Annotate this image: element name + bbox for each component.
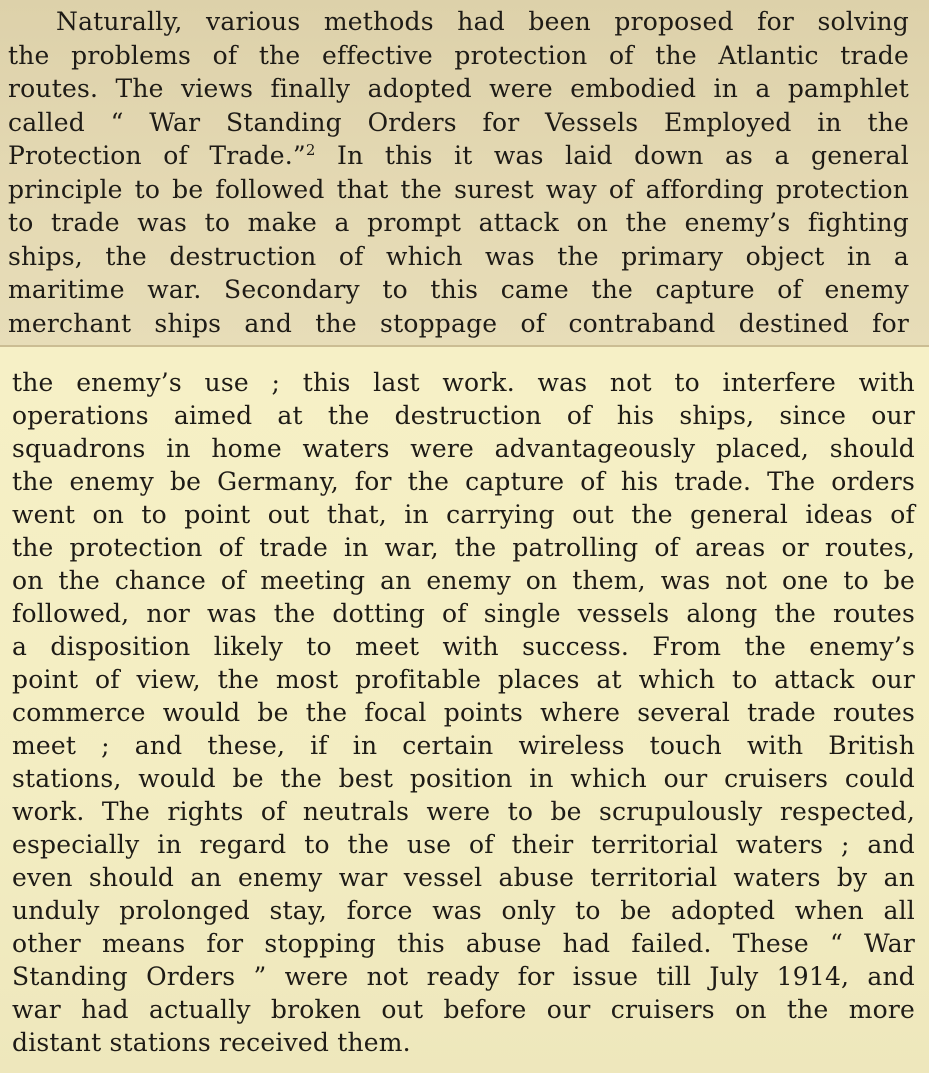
text-run: In this it was laid down as a general [337, 141, 909, 170]
text-line: other means for stopping this abuse had failed. These “ War [12, 929, 915, 958]
text-line: routes. The views finally adopted were embodied in a pamphlet [8, 74, 909, 103]
text-line: principle to be followed that the surest way of affording protection [8, 175, 909, 204]
text-line: squadrons in home waters were advantageously placed, should [12, 434, 915, 463]
text-line: commerce would be the focal points where several trade routes [12, 698, 915, 727]
scan-top-block [0, 0, 929, 347]
text-line: Standing Orders ” were not ready for issue till July 1914, and [12, 962, 915, 991]
text-line: stations, would be the best position in which our cruisers could [12, 764, 915, 793]
text-line: meet ; and these, if in certain wireless touch with British [12, 731, 915, 760]
text-line: operations aimed at the destruction of his ships, since our [12, 401, 915, 430]
text-line: went on to point out that, in carrying out the general ideas of [12, 500, 915, 529]
text-line: especially in regard to the use of their territorial waters ; and [12, 830, 915, 859]
text-line: war had actually broken out before our cruisers on the more [12, 995, 915, 1024]
text-line: unduly prolonged stay, force was only to be adopted when all [12, 896, 915, 925]
text-line: the enemy’s use ; this last work. was not to interfere with [12, 368, 915, 397]
text-line: on the chance of meeting an enemy on them, was not one to be [12, 566, 915, 595]
text-line: the protection of trade in war, the patrolling of areas or routes, [12, 533, 915, 562]
text-line: a disposition likely to meet with success. From the enemy’s [12, 632, 915, 661]
text-line: to trade was to make a prompt attack on the enemy’s fighting [8, 208, 909, 237]
text-line: Naturally, various methods had been proposed for solving [56, 7, 909, 36]
text-line [0, 139, 929, 172]
text-line: even should an enemy war vessel abuse territorial waters by an [12, 863, 915, 892]
text-line: followed, nor was the dotting of single vessels along the routes [12, 599, 915, 628]
text-line: called “ War Standing Orders for Vessels Employed in the [8, 108, 909, 137]
text-line: the problems of the effective protection of the Atlantic trade [8, 41, 909, 70]
footnote-marker: 2 [305, 141, 316, 159]
text-line: the enemy be Germany, for the capture of his trade. The orders [12, 467, 915, 496]
text-line: distant stations received them. [12, 1028, 411, 1057]
scan-bottom-block [0, 347, 929, 1073]
text-line: work. The rights of neutrals were to be scrupulously respected, [12, 797, 915, 826]
text-line: point of view, the most profitable places at which to attack our [12, 665, 915, 694]
text-line: maritime war. Secondary to this came the capture of enemy [8, 275, 909, 304]
text-run: Protection of Trade.” [8, 141, 306, 170]
text-line: ships, the destruction of which was the primary object in a [8, 242, 909, 271]
text-line: merchant ships and the stoppage of contraband destined for [8, 309, 909, 338]
